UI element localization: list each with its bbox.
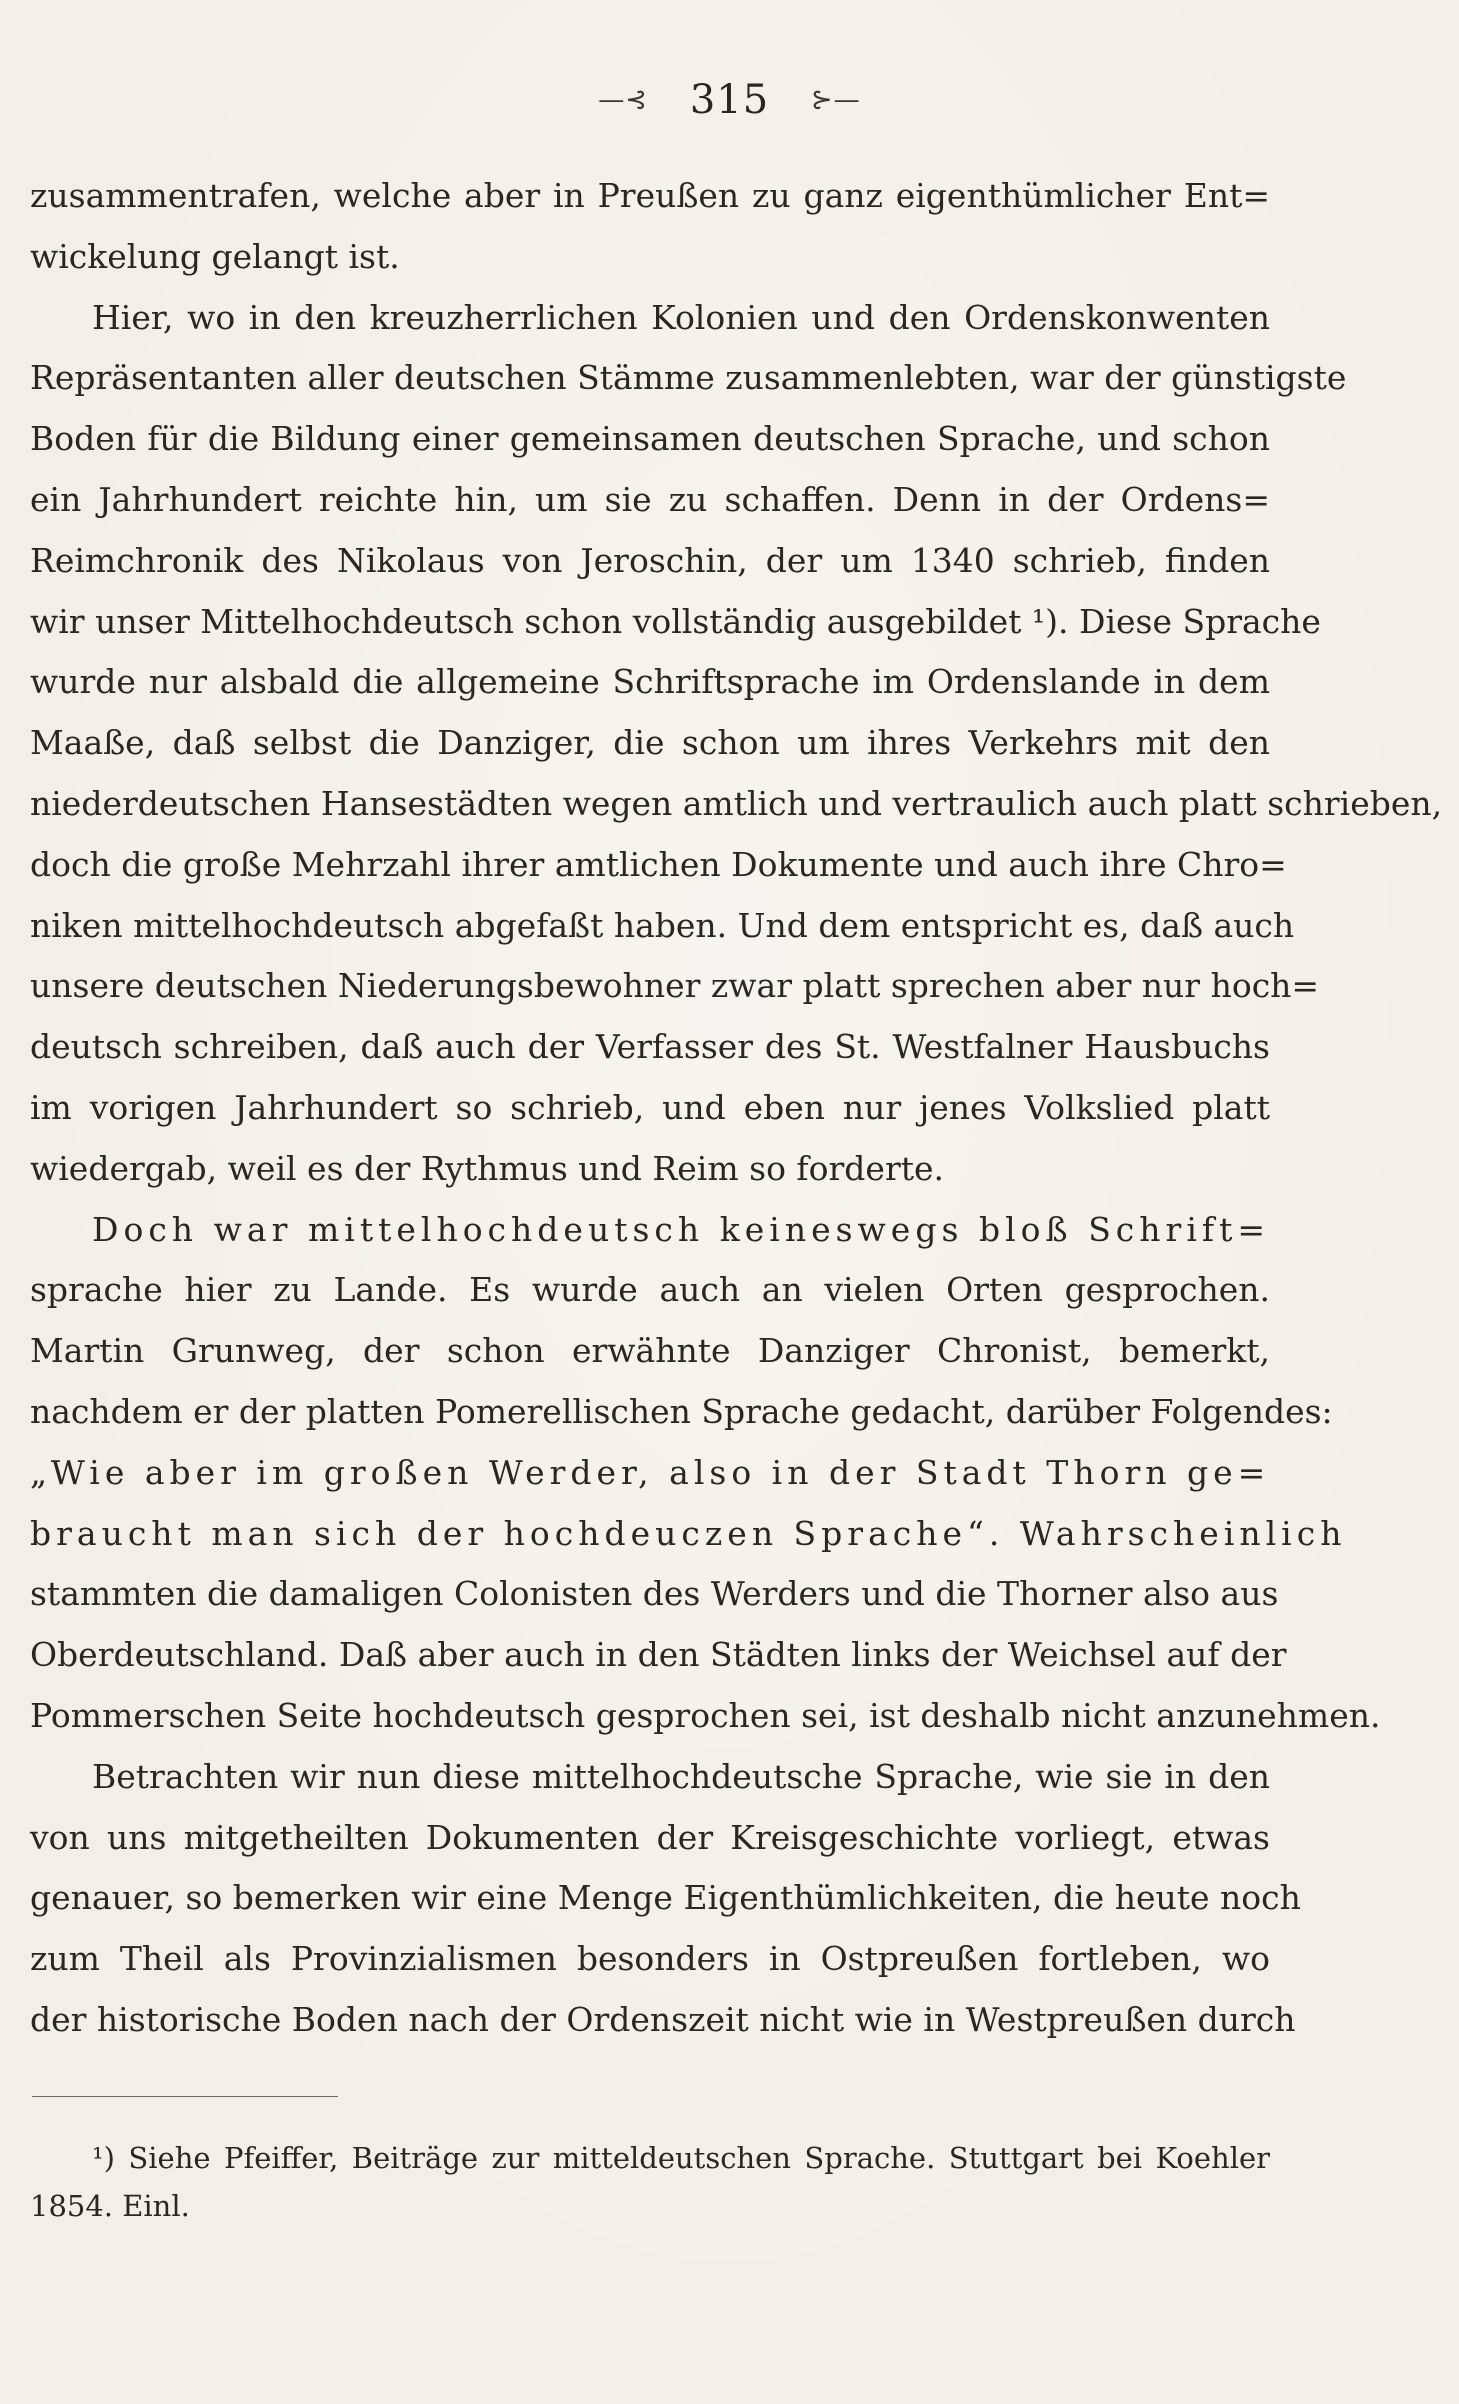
text-line: zusammentrafen, welche aber in Preußen zu ganz eigenthümlicher Ent= — [30, 176, 1270, 215]
footnote — [30, 2134, 1270, 2230]
text-line: wiedergab, weil es der Rythmus und Reim so forderte. — [30, 1148, 944, 1188]
text-line: Reimchronik des Nikolaus von Jeroschin, der um 1340 schrieb, finden — [30, 540, 1270, 580]
text-line: genauer, so bemerken wir eine Menge Eigenthümlichkeiten, die heute noch — [30, 1878, 1301, 1918]
text-line: Doch war mittelhochdeutsch keineswegs bloß Schrift= — [92, 1209, 1270, 1249]
text-line: niederdeutschen Hansestädten wegen amtlich und vertraulich auch platt schrieben, — [30, 783, 1443, 823]
page-header — [0, 74, 1459, 123]
text-line: Betrachten wir nun diese mittelhochdeutsche Sprache, wie sie in den — [92, 1756, 1270, 1796]
text-line: deutsch schreiben, daß auch der Verfasser des St. Westfalner Hausbuchs — [30, 1027, 1270, 1067]
text-line: wir unser Mittelhochdeutsch schon vollständig ausgebildet ¹). Diese Sprache — [30, 601, 1321, 641]
footnote-divider — [32, 2096, 338, 2097]
text-line: der historische Boden nach der Ordenszeit nicht wie in Westpreußen durch — [30, 1999, 1296, 2039]
body-text — [30, 166, 1443, 2051]
text-line: von uns mitgetheilten Dokumenten der Kreisgeschichte vorliegt, etwas — [30, 1817, 1270, 1857]
text-line: ein Jahrhundert reichte hin, um sie zu schaffen. Denn in der Ordens= — [30, 479, 1270, 519]
text-line: doch die große Mehrzahl ihrer amtlichen Dokumente und auch ihre Chro= — [30, 844, 1287, 884]
text-line: Oberdeutschland. Daß aber auch in den Städten links der Weichsel auf der — [30, 1635, 1287, 1675]
text-line: Martin Grunweg, der schon erwähnte Danziger Chronist, bemerkt, — [30, 1331, 1270, 1371]
text-line: wurde nur alsbald die allgemeine Schriftsprache im Ordenslande in dem — [30, 662, 1270, 702]
text-line: nachdem er der platten Pomerellischen Sprache gedacht, darüber Folgendes: — [30, 1391, 1333, 1431]
text-line: braucht man sich der hochdeuczen Sprache“. Wahrscheinlich — [30, 1513, 1347, 1553]
page-number: 315 — [689, 77, 770, 123]
text-line: wickelung gelangt ist. — [30, 236, 400, 276]
text-line: Pommerschen Seite hochdeutsch gesprochen sei, ist deshalb nicht anzunehmen. — [30, 1695, 1381, 1735]
text-line: „Wie aber im großen Werder, also in der Stadt Thorn ge= — [30, 1452, 1271, 1492]
text-line: Maaße, daß selbst die Danziger, die schon um ihres Verkehrs mit den — [30, 723, 1270, 763]
ornament-right: ⊱— — [810, 85, 861, 115]
text-line: sprache hier zu Lande. Es wurde auch an vielen Orten gesprochen. — [30, 1270, 1270, 1310]
text-line: stammten die damaligen Colonisten des Werders und die Thorner also aus — [30, 1574, 1279, 1614]
text-line: Hier, wo in den kreuzherrlichen Kolonien und den Ordenskonwenten — [92, 297, 1270, 337]
text-line: im vorigen Jahrhundert so schrieb, und eben nur jenes Volkslied platt — [30, 1087, 1270, 1127]
text-line: unsere deutschen Niederungsbewohner zwar platt sprechen aber nur hoch= — [30, 966, 1320, 1006]
text-line: niken mittelhochdeutsch abgefaßt haben. Und dem entspricht es, daß auch — [30, 905, 1295, 945]
text-line: Boden für die Bildung einer gemeinsamen deutschen Sprache, und schon — [30, 419, 1270, 459]
footnote-line: 1854. Einl. — [30, 2189, 190, 2223]
text-line: zum Theil als Provinzialismen besonders in Ostpreußen fortleben, wo — [30, 1939, 1270, 1979]
ornament-left: —⊰ — [598, 85, 649, 115]
text-line: Repräsentanten aller deutschen Stämme zusammenlebten, war der günstigste — [30, 358, 1347, 398]
footnote-line: ¹) Siehe Pfeiffer, Beiträge zur mitteldeutschen Sprache. Stuttgart bei Koehler — [92, 2141, 1270, 2175]
